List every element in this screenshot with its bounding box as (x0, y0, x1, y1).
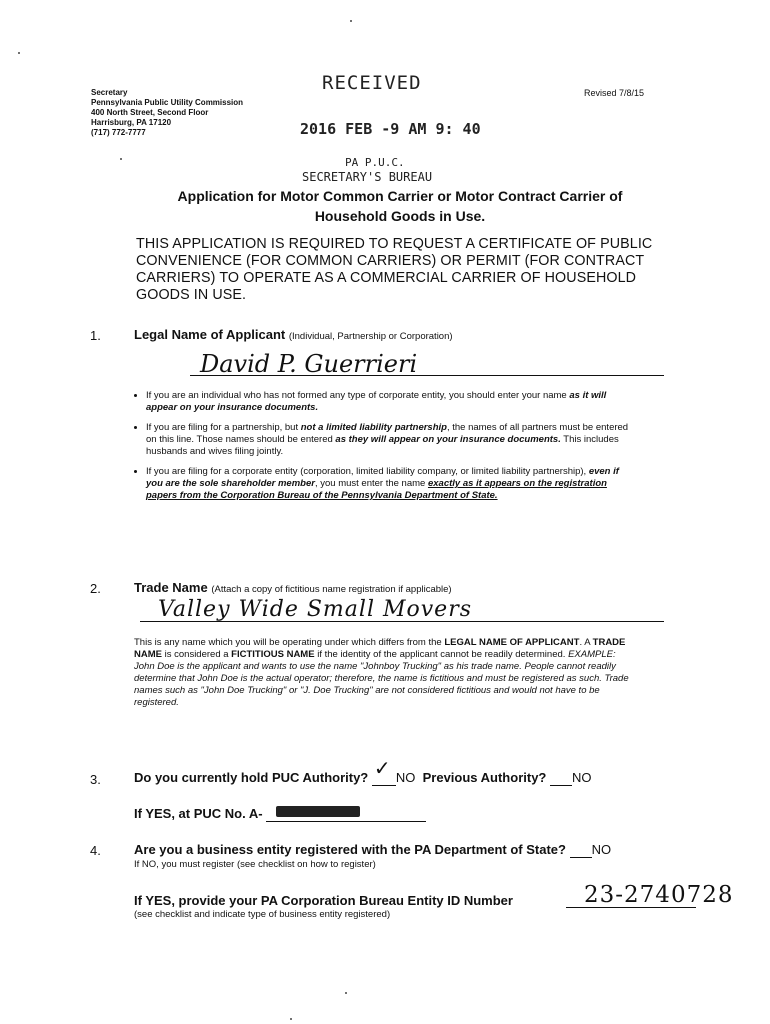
q3-label-previous: Previous Authority? (422, 770, 547, 785)
q3-question (134, 756, 592, 786)
trade-name-underline (140, 621, 664, 622)
scan-speck (290, 1018, 292, 1020)
q2-label-text: Trade Name (134, 580, 208, 595)
q1-label (134, 327, 453, 342)
q3-puc-number-row (134, 806, 426, 822)
stamp-agency: PA P.U.C. (345, 156, 405, 169)
q3-label-current: Do you currently hold PUC Authority? (134, 770, 369, 785)
q1-instructions (134, 390, 634, 510)
revision-date: Revised 7/8/15 (583, 88, 644, 98)
q2-hint: (Attach a copy of fictitious name registration if applicable) (211, 584, 452, 595)
legal-name-underline (190, 375, 664, 376)
address-line: 400 North Street, Second Floor (91, 108, 209, 117)
q1-label-text: Legal Name of Applicant (134, 327, 286, 342)
scan-speck (18, 52, 20, 54)
q3-no-current: NO (395, 770, 416, 785)
dos-registered-answer[interactable] (570, 842, 592, 858)
q1-hint: (Individual, Partnership or Corporation) (288, 331, 453, 342)
entity-id-underline (566, 907, 696, 908)
q3-number: 3. (90, 772, 101, 787)
q4-number: 4. (90, 843, 101, 858)
q4-entity-row (134, 893, 513, 908)
page-title (150, 186, 650, 226)
q3-no-previous: NO (572, 770, 592, 785)
commission-address (91, 88, 243, 138)
entity-id-field[interactable]: 23-2740728 (584, 882, 734, 908)
title-line: Application for Motor Common Carrier or Motor Contract Carrier of (177, 188, 623, 204)
stamp-bureau: SECRETARY'S BUREAU (302, 170, 433, 184)
checkmark-icon: ✓ (373, 756, 391, 780)
q4-label: Are you a business entity registered with the PA Department of State? (134, 842, 566, 857)
q3-puc-label: If YES, at PUC No. A- (134, 806, 263, 821)
address-line: Pennsylvania Public Utility Commission (91, 98, 244, 107)
address-line: (717) 772-7777 (91, 128, 146, 137)
stamp-date: 2016 FEB -9 AM 9: 40 (300, 120, 481, 138)
list-item: • If you are filing for a partnership, but not a limited liability partnership, the names of all partners must be entered on this line. Those names should be entered as they will appear on your insurance documents. This includes husbands and wives filing jointly. (146, 422, 634, 458)
previous-authority-answer[interactable] (550, 770, 572, 786)
q1-number: 1. (90, 328, 101, 343)
scan-speck (345, 992, 347, 994)
address-line: Secretary (91, 88, 128, 97)
q2-number: 2. (90, 581, 101, 596)
title-line: Household Goods in Use. (314, 208, 486, 224)
q4-question (134, 842, 611, 858)
q4-no: NO (591, 842, 612, 857)
redaction-mark (276, 806, 360, 817)
puc-number-field[interactable] (266, 806, 426, 822)
list-item: • If you are an individual who has not formed any type of corporate entity, you should enter your name as it will appear on your insurance documents. (146, 390, 634, 414)
address-line: Harrisburg, PA 17120 (91, 118, 172, 127)
scan-speck (120, 158, 122, 160)
legal-name-field[interactable]: David P. Guerrieri (200, 350, 418, 378)
q2-explanation: This is any name which you will be operating under which differs from the LEGAL NAME OF APPLICANT. A TRADE NAME is considered a FICTITIOUS NAME if the identity of the applicant cannot be readily determined. EXAMPLE: John Doe is the applicant and wants to use the name "Johnboy Trucking" as his trade name. People cannot readily determine that John Doe is the actual operator; therefore, the name is fictitious and must be registered as such. Trade names such as "John Doe Trucking" or "J. Doe Trucking" are not considered fictitious and would not have to be registered. (134, 637, 629, 708)
trade-name-field[interactable]: Valley Wide Small Movers (158, 597, 472, 622)
q4-if-no-note: If NO, you must register (see checklist on how to register) (134, 859, 376, 870)
q2-label (134, 580, 452, 595)
application-notice: THIS APPLICATION IS REQUIRED TO REQUEST A CERTIFICATE OF PUBLIC CONVENIENCE (FOR COMMON CARRIERS) OR PERMIT (FOR CONTRACT CARRIERS) TO OPERATE AS A COMMERCIAL CARRIER OF HOUSEHOLD GOODS IN USE. (136, 236, 653, 303)
q4-entity-label: If YES, provide your PA Corporation Bureau Entity ID Number (134, 893, 513, 908)
q4-entity-hint: (see checklist and indicate type of business entity registered) (134, 909, 391, 920)
scan-speck (350, 20, 352, 22)
current-authority-answer[interactable] (372, 756, 396, 786)
received-stamp: RECEIVED (322, 72, 422, 94)
list-item: • If you are filing for a corporate entity (corporation, limited liability company, or limited liability partnership), even if you are the sole shareholder member, you must enter the name exactly as it appears on the registration papers from the Corporation Bureau of the Pennsylvania Department of State. (146, 466, 634, 502)
